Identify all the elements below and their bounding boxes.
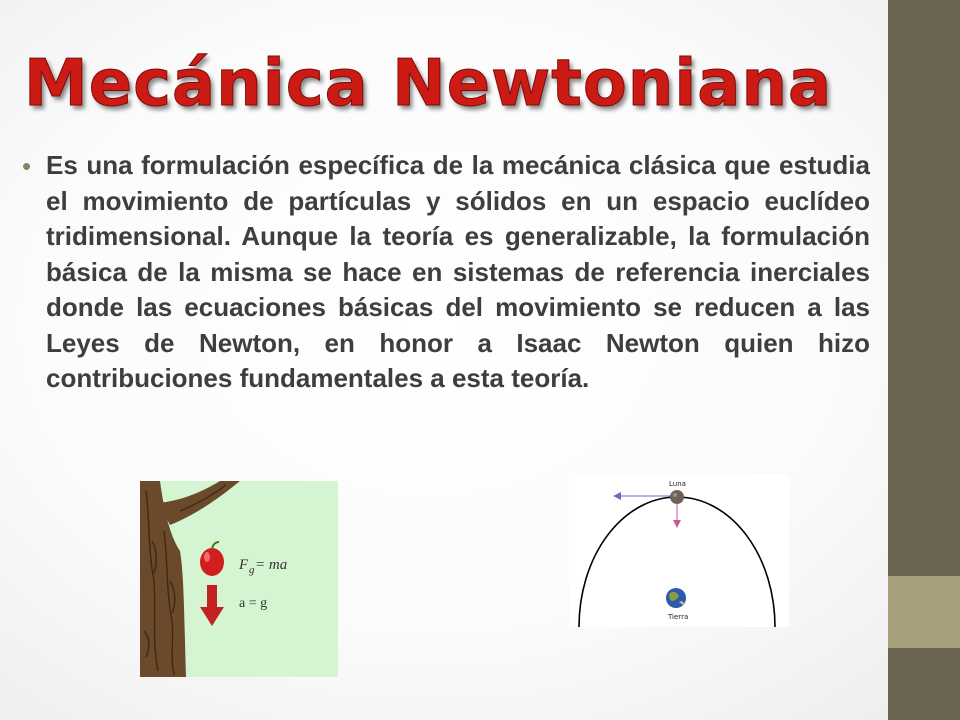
earth-icon: [666, 588, 686, 608]
bullet-list: [22, 148, 870, 397]
tree-branch: [158, 481, 240, 525]
bullet-text: Es una formulación específica de la mecánica clásica que estudia el movimiento de partículas y sólidos en un espacio euclídeo tridimensional. Aunque la teoría es generalizable, la formulación básica de la misma se hace en sistemas de referencia inerciales donde las ecuaciones básicas del movimiento se reducen a las Leyes de Newton, en honor a Isaac Newton quien hizo contribuciones fundamentales a esta teoría.: [46, 150, 870, 393]
acceleration-equation: a = g: [239, 596, 268, 611]
force-subscript: g: [249, 564, 255, 576]
apple-gravity-illustration: [140, 481, 338, 677]
gravity-down-arrow-icon: [200, 585, 224, 626]
sidebar-accent-block: [888, 576, 960, 648]
bullet-item: [22, 148, 870, 397]
slide-title: Mecánica Newtoniana: [24, 47, 833, 121]
moon-orbit-figure: [569, 474, 789, 627]
decorative-sidebar: [888, 0, 960, 720]
moon-gravity-arrow-icon: [673, 502, 681, 528]
earth-label: Tierra: [668, 613, 689, 621]
bullet-marker: •: [22, 151, 32, 181]
apple-icon: [200, 542, 224, 576]
moon-label: Luna: [669, 480, 686, 488]
apple-gravity-figure: [140, 481, 338, 677]
force-equation: = ma: [255, 557, 288, 573]
force-symbol: F: [239, 557, 249, 573]
moon-icon: [670, 490, 684, 504]
moon-orbit-illustration: [569, 474, 789, 627]
